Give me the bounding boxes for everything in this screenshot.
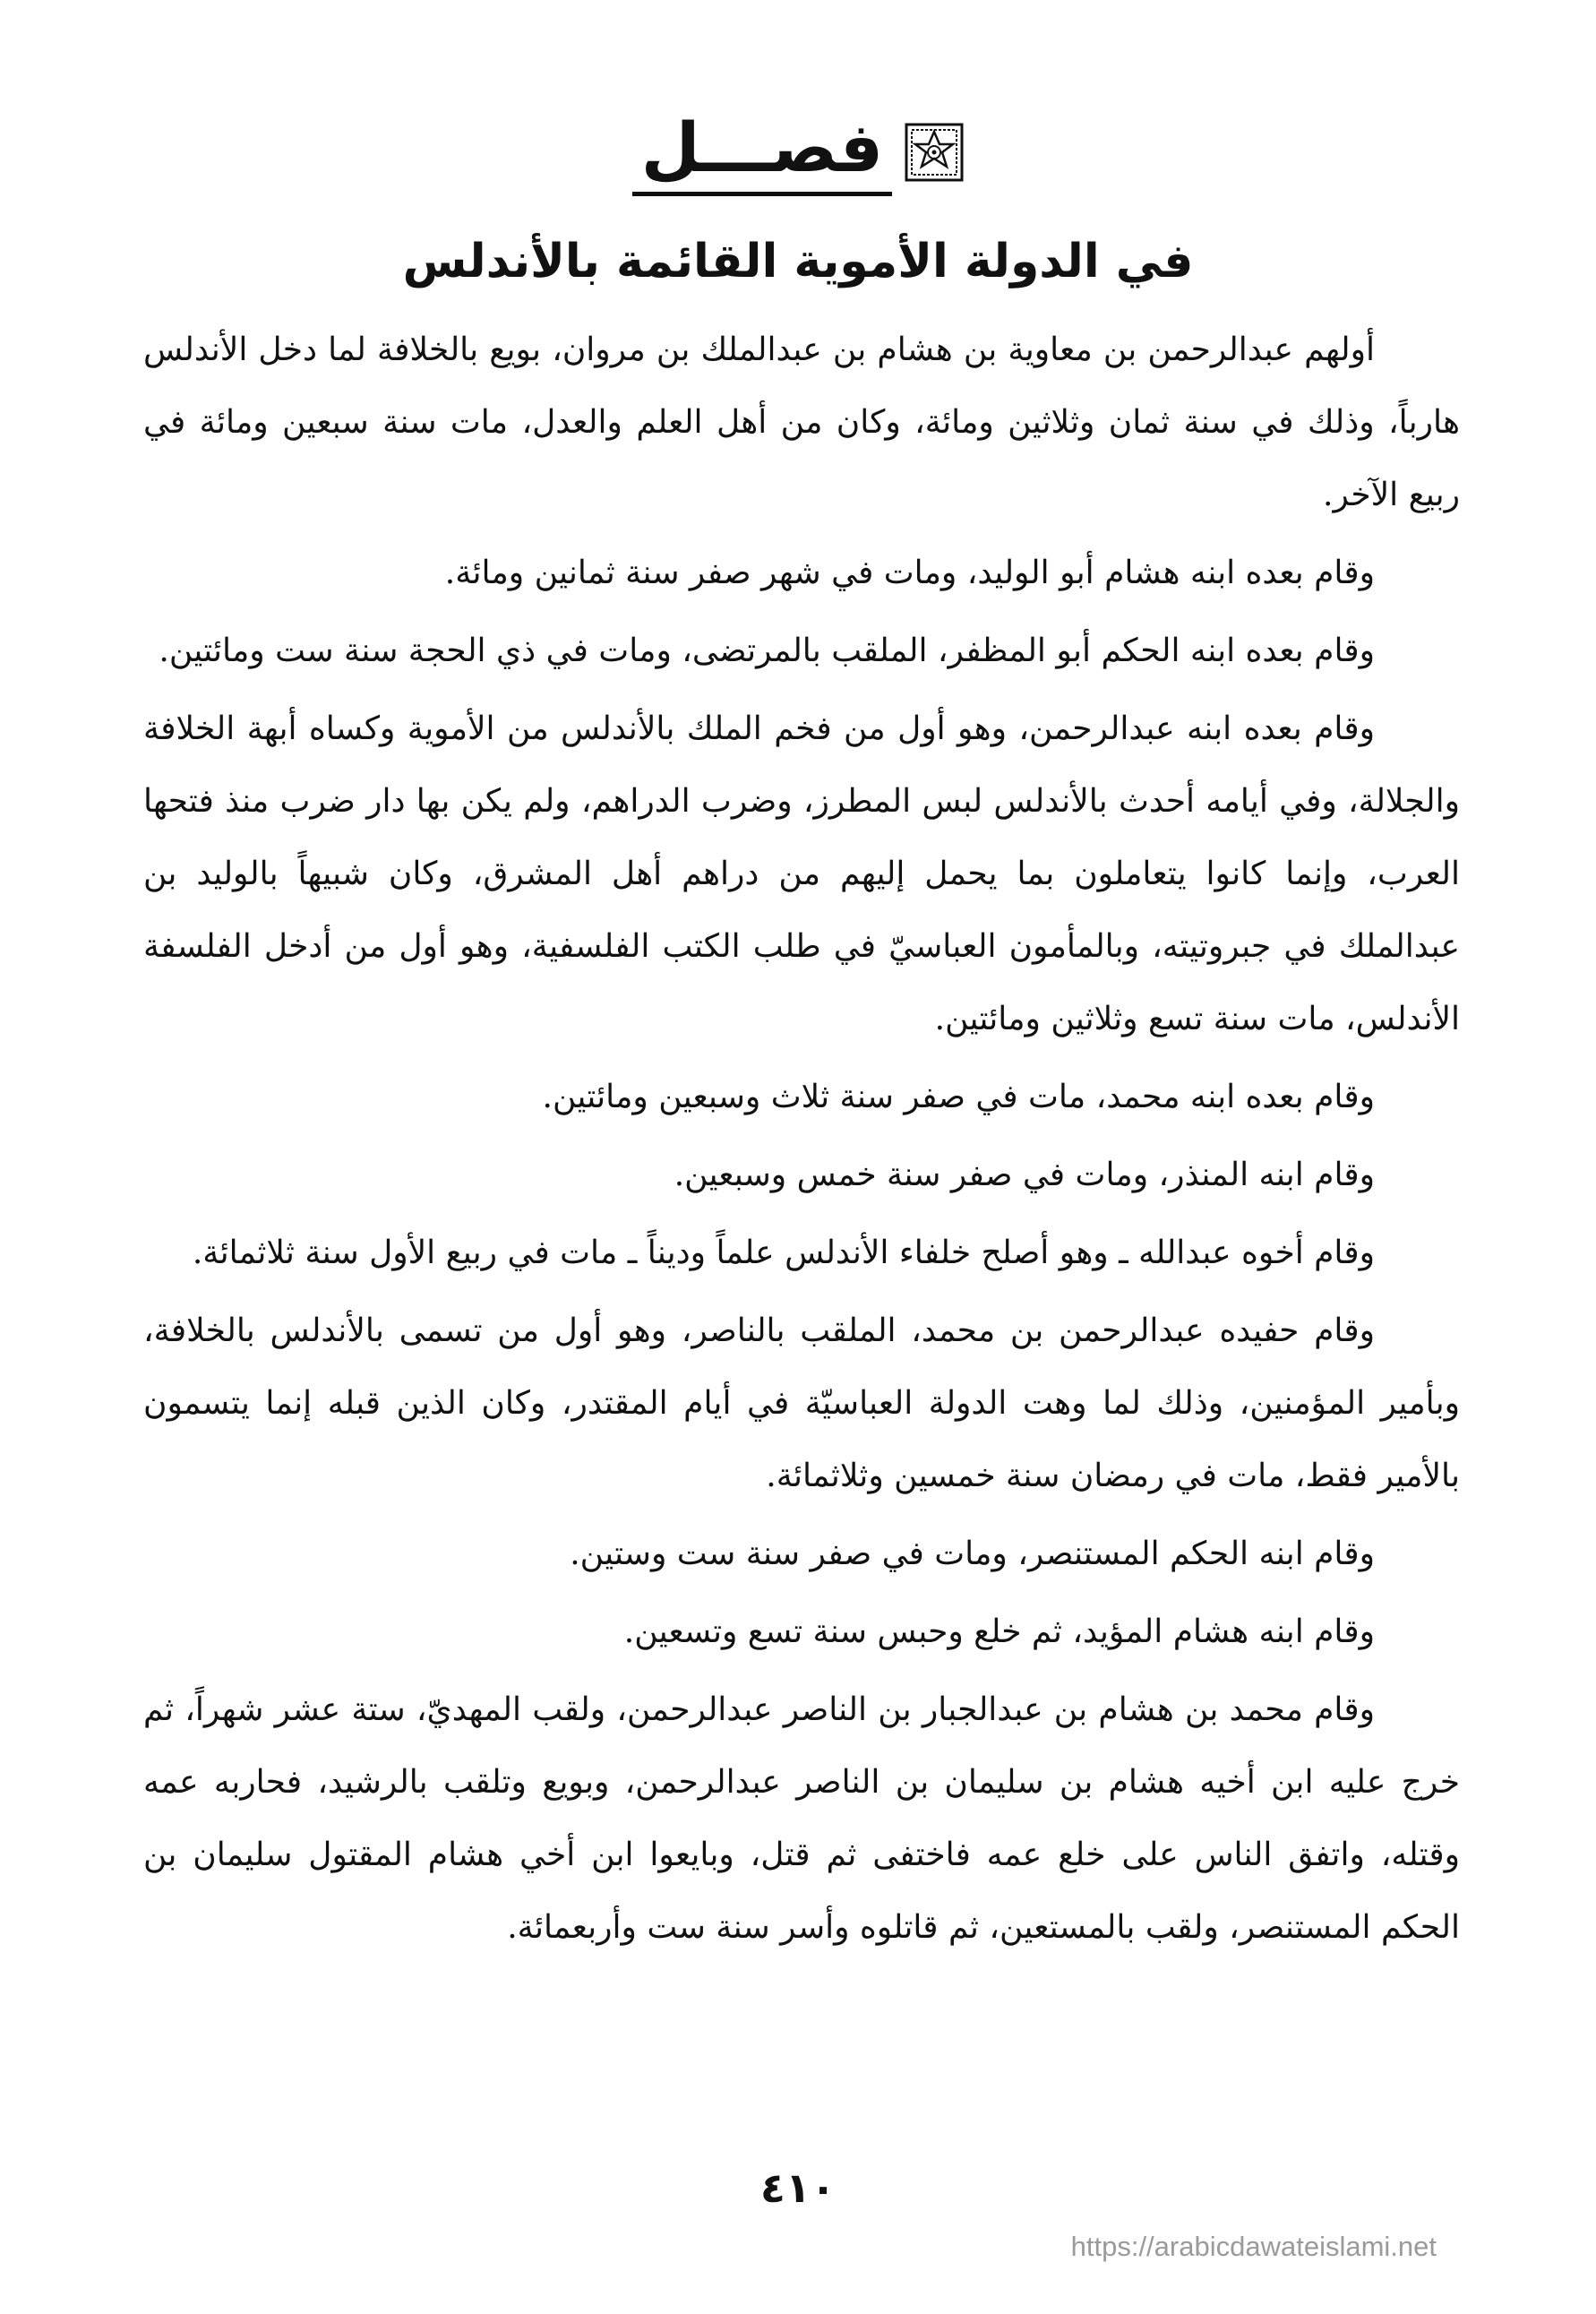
paragraph: وقام بعده ابنه محمد، مات في صفر سنة ثلاث وسبعين ومائتين.: [542, 1079, 1375, 1115]
source-url-watermark: https://arabicdawateislami.net: [1070, 2231, 1437, 2262]
arabesque-star-ornament-icon: [905, 123, 964, 182]
paragraph: وقام بعده ابنه الحكم أبو المظفر، الملقب بالمرتضى، ومات في ذي الحجة سنة ست ومائتين.: [159, 632, 1375, 669]
paragraph: وقام أخوه عبدالله ـ وهو أصلح خلفاء الأندلس علماً وديناً ـ مات في ربيع الأول سنة ثلاثمائة.: [192, 1234, 1375, 1271]
chapter-subtitle: في الدولة الأموية القائمة بالأندلس: [402, 235, 1194, 288]
paragraph: وقام بعده ابنه هشام أبو الوليد، ومات في شهر صفر سنة ثمانين ومائة.: [444, 555, 1375, 591]
paragraph: وقام ابنه المنذر، ومات في صفر سنة خمس وسبعين.: [674, 1157, 1375, 1193]
section-title-row: [632, 108, 964, 196]
paragraph: أولهم عبدالرحمن بن معاوية بن هشام بن عبدالملك بن مروان، بويع بالخلافة لما دخل الأندلس هارباً، وذلك في سنة ثمان وثلاثين ومائة، وكان من أهل العلم والعدل، مات سنة سبعين ومائة في ربيع الآخر.: [143, 331, 1460, 513]
section-label: فصـــل: [632, 108, 892, 196]
paragraph: وقام ابنه هشام المؤيد، ثم خلع وحبس سنة تسع وتسعين.: [623, 1613, 1375, 1650]
paragraph: وقام حفيده عبدالرحمن بن محمد، الملقب بالناصر، وهو أول من تسمى بالأندلس بالخلافة، وبأمير المؤمنين، وذلك لما وهت الدولة العباسيّة في أيام المقتدر، وكان الذين قبله إنما يتسمون بالأمير فقط، مات في رمضان سنة خمسين وثلاثمائة.: [143, 1312, 1460, 1494]
chapter-heading: [0, 108, 1596, 293]
paragraph: وقام بعده ابنه عبدالرحمن، وهو أول من فخم الملك بالأندلس من الأموية وكساه أبهة الخلافة والجلالة، وفي أيامه أحدث بالأندلس لبس المطرز، وضرب الدراهم، ولم يكن بها دار ضرب منذ فتحها العرب، وإنما كانوا يتعاملون بما يحمل إليهم من دراهم أهل المشرق، وكان شبيهاً بالوليد بن عبدالملك في جبروتيته، وبالمأمون العباسيّ في طلب الكتب الفلسفية، وهو أول من أدخل الفلسفة الأندلس، مات سنة تسع وثلاثين ومائتين.: [143, 710, 1460, 1037]
paragraph: وقام ابنه الحكم المستنصر، ومات في صفر سنة ست وستين.: [570, 1535, 1375, 1572]
page-number: ٤١٠: [759, 2163, 837, 2212]
paragraph: وقام محمد بن هشام بن عبدالجبار بن الناصر عبدالرحمن، ولقب المهديّ، ستة عشر شهراً، ثم خرج عليه ابن أخيه هشام بن سليمان بن الناصر عبدالرحمن، وبويع وتلقب بالرشيد، فحاربه عمه وقتله، واتفق الناس على خلع عمه فاختفى ثم قتل، وبايعوا ابن أخي هشام المقتول سليمان بن الحكم المستنصر، ولقب بالمستعين، ثم قاتلوه وأسر سنة ست وأربعمائة.: [143, 1691, 1460, 1946]
body-text: [143, 314, 1460, 1969]
